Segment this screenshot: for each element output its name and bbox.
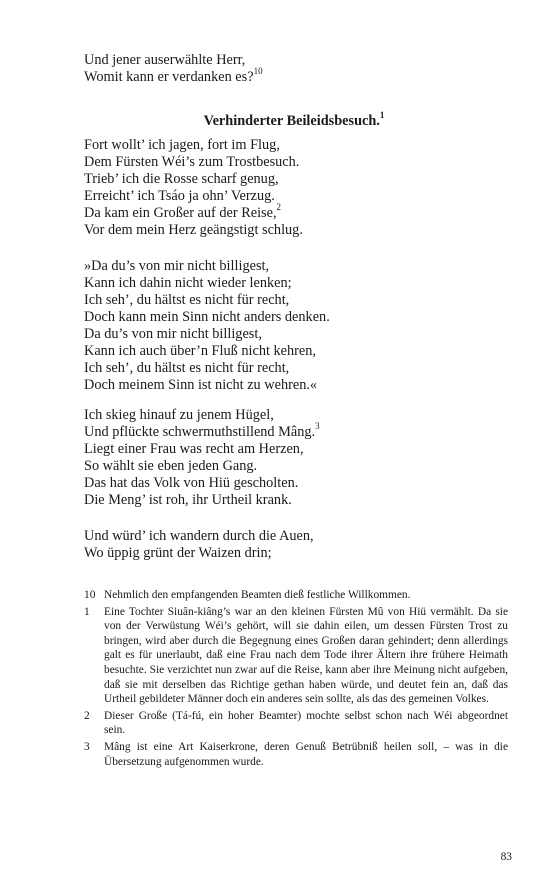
footnote-ref: 3: [315, 421, 320, 432]
verse-line: Fort wollt’ ich jagen, fort im Flug,: [84, 137, 280, 153]
verse-line: Da du’s von mir nicht billigest,: [84, 326, 262, 342]
verse-line: Und pflückte schwermuthstillend Mâng.$^3$: [84, 421, 320, 440]
verse-line: Kann ich auch über’n Fluß nicht kehren,: [84, 343, 316, 359]
verse-line: Vor dem mein Herz geängstigt schlug.: [84, 222, 303, 238]
footnote-text: Eine Tochter Siuân-kiâng’s war an den kleinen Fürsten Mû von Hiü vermählt. Da sie von der Verwüstung Wéi’s gehört, will sie dahin eilen, um dessen Fürsten Trost zu bringen, wird aber durch die Begegnung eines Großen daran gehindert; denn allerdings galt es für unerlaubt, daß eine Frau nach dem Tode ihrer Ältern ihre frühere Heimath besuchte. Sie verzichtet nun zwar auf die Reise, kann aber ihre Meinung nicht aufgeben, daß sie mit derselben das Richtige gethan haben würde, und deutet fein an, daß das Urtheil gebildeter Männer doch ein anderes sein sollte, als das des gemeinen Volkes.: [104, 605, 508, 706]
verse-line: Ich seh’, du hältst es nicht für recht,: [84, 292, 290, 308]
verse-line: Und würd’ ich wandern durch die Auen,: [84, 528, 314, 544]
footnote-number: 3: [84, 740, 90, 753]
footnote-number: 10: [84, 589, 96, 601]
verse-line: Kann ich dahin nicht wieder lenken;: [84, 275, 292, 291]
page-number: 83: [500, 851, 512, 863]
verse-line: Womit kann er verdanken es?$^{10}$: [84, 66, 263, 85]
footnote-ref: 2: [276, 202, 282, 213]
verse-line: Die Meng’ ist roh, ihr Urtheil krank.: [84, 492, 292, 508]
stanza-2: [84, 258, 504, 394]
footnote: [84, 709, 508, 738]
verse-line: Ich skieg hinauf zu jenem Hügel,: [84, 407, 274, 423]
verse-line: Liegt einer Frau was recht am Herzen,: [84, 441, 304, 457]
footnote: [84, 740, 508, 769]
verse-line: Erreicht’ ich Tsáo ja ohn’ Verzug.: [84, 188, 275, 204]
stanza-4: [84, 528, 504, 562]
verse-line: Und jener auserwählte Herr,: [84, 52, 246, 68]
verse-line: Doch kann mein Sinn nicht anders denken.: [84, 309, 330, 325]
footnote-ref: 1: [379, 110, 385, 121]
verse-line: Dem Fürsten Wéi’s zum Trostbesuch.: [84, 154, 300, 170]
footnote-number: 1: [84, 605, 90, 618]
verse-lines-top: [84, 52, 504, 86]
stanza-1: [84, 137, 504, 239]
verse-line: »Da du’s von mir nicht billigest,: [84, 258, 270, 274]
verse-line: Das hat das Volk von Hiü gescholten.: [84, 475, 299, 491]
stanza-3: [84, 407, 504, 509]
footnote-ref: 10: [253, 66, 263, 77]
verse-line: Trieb’ ich die Rosse scharf genug,: [84, 171, 279, 187]
footnote: [84, 588, 508, 603]
verse-line: Wo üppig grünt der Waizen drin;: [84, 545, 272, 561]
footnote-text: Nehmlich den empfangenden Beamten dieß festliche Willkommen.: [104, 589, 411, 601]
verse-line: Da kam ein Großer auf der Reise,$^2$: [84, 202, 282, 221]
verse-line: Ich seh’, du hältst es nicht für recht,: [84, 360, 290, 376]
verse-line: So wählt sie eben jeden Gang.: [84, 458, 258, 474]
footnotes: [84, 588, 508, 771]
footnote-text: Dieser Große (Tá-fú, ein hoher Beamter) mochte selbst schon nach Wéi abgeordnet sein.: [104, 709, 508, 737]
footnote-number: 2: [84, 709, 90, 722]
footnote-text: Mâng ist eine Art Kaiserkrone, deren Genuß Betrübniß heilen soll, – was in die Übersetzung aufgenommen wurde.: [104, 740, 508, 768]
footnote: [84, 605, 508, 707]
poem-title: Verhinderter Beileidsbesuch.$^1$: [203, 110, 385, 129]
verse-line: Doch meinem Sinn ist nicht zu wehren.«: [84, 377, 318, 393]
